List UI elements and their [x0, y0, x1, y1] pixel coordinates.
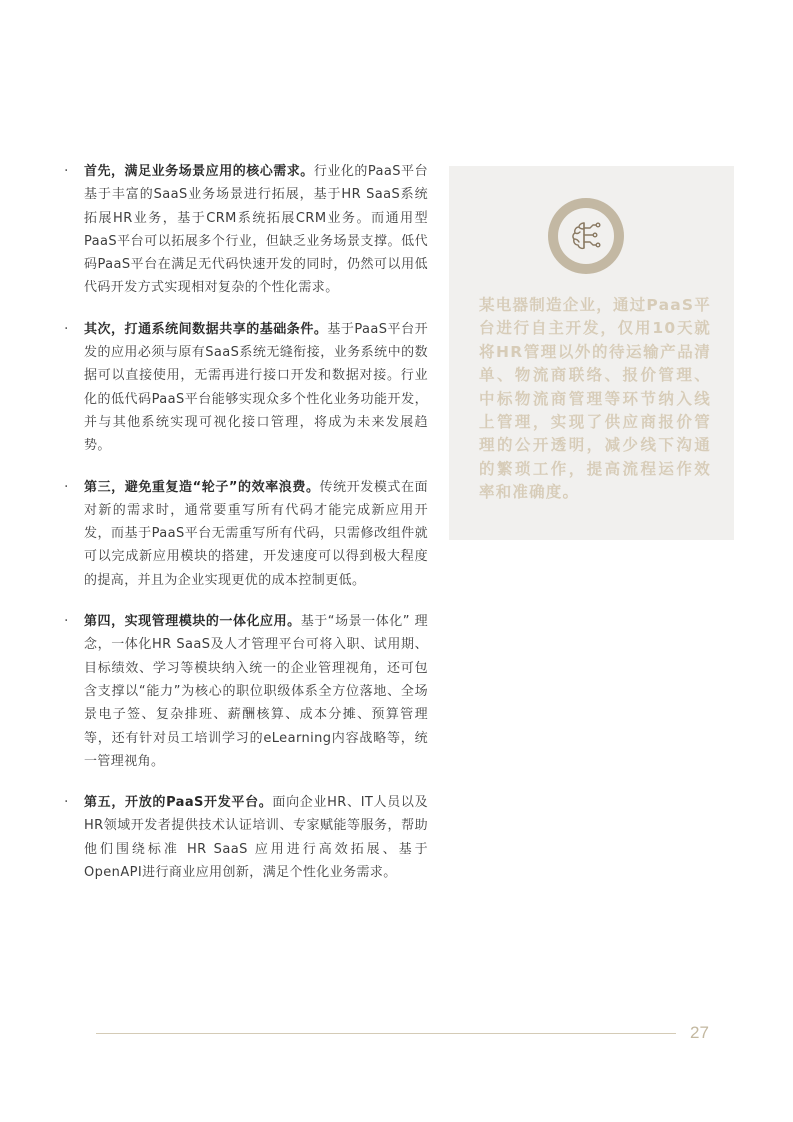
bullet-dot: ·: [64, 320, 69, 337]
bullet-paragraph: [84, 318, 428, 458]
bullet-item: [62, 318, 428, 458]
footer-divider: [96, 1033, 676, 1034]
bullet-paragraph: [84, 791, 428, 884]
bullet-item: [62, 160, 428, 300]
bullet-text: 基于“场景一体化” 理念，一体化HR SaaS及人才管理平台可将入职、试用期、目标绩效、学习等模块纳入统一的企业管理视角，还可包含支撑以“能力”为核心的职位职级体系全方位落地、全场景电子签、复杂排班、薪酬核算、成本分摊、预算管理等，还有针对员工培训学习的eLearning内容战略等，统一管理视角。: [84, 614, 428, 769]
bullet-paragraph: [84, 610, 428, 773]
bullet-text: 传统开发模式在面对新的需求时，通常要重写所有代码才能完成新应用开发，而基于PaaS平台无需重写所有代码，只需修改组件就可以完成新应用模块的搭建，开发速度可以得到极大程度的提高，并且为企业实现更优的成本控制更低。: [84, 479, 428, 588]
case-study-box: [449, 166, 734, 540]
brain-circuit-icon: [548, 198, 624, 274]
bullet-paragraph: [84, 160, 428, 300]
bullet-lead: 其次，打通系统间数据共享的基础条件。: [84, 321, 328, 337]
bullet-text: 行业化的PaaS平台基于丰富的SaaS业务场景进行拓展，基于HR SaaS系统拓展HR业务，基于CRM系统拓展CRM业务。而通用型PaaS平台可以拓展多个行业，但缺乏业务场景支撑。低代码PaaS平台在满足无代码快速开发的同时，仍然可以用低代码开发方式实现相对复杂的个性化需求。: [84, 164, 428, 296]
bullet-dot: ·: [64, 478, 69, 495]
bullet-item: [62, 476, 428, 592]
bullet-dot: ·: [64, 163, 69, 179]
bullet-text: 面向企业HR、IT人员以及HR领域开发者提供技术认证培训、专家赋能等服务，帮助他们围绕标准 HR SaaS 应用进行高效拓展、基于OpenAPI进行商业应用创新，满足个性化业务需求。: [84, 795, 428, 881]
bullet-lead: 第五，开放的PaaS开发平台。: [84, 795, 273, 811]
case-study-text: 某电器制造企业，通过PaaS平台进行自主开发，仅用10天就将HR管理以外的待运输产品清单、物流商联络、报价管理、中标物流商管理等环节纳入线上管理，实现了供应商报价管理的公开透明，减少线下沟通的繁琐工作，提高流程运作效率和准确度。: [479, 296, 711, 502]
bullet-dot: ·: [64, 794, 69, 811]
bullet-item: [62, 791, 428, 884]
bullet-dot: ·: [64, 613, 69, 630]
bullet-lead: 第三，避免重复造“轮子”的效率浪费。: [84, 479, 320, 495]
bullet-item: [62, 610, 428, 773]
bullet-text: 基于PaaS平台开发的应用必须与原有SaaS系统无缝衔接，业务系统中的数据可以直接使用，无需再进行接口开发和数据对接。行业化的低代码PaaS平台能够实现众多个性化业务功能开发，并与其他系统实现可视化接口管理，将成为未来发展趋势。: [84, 321, 428, 454]
bullet-lead: 第四，实现管理模块的一体化应用。: [84, 614, 301, 630]
page-number: 27: [690, 1023, 709, 1042]
bullet-list: [62, 160, 428, 902]
bullet-lead: 首先，满足业务场景应用的核心需求。: [84, 164, 314, 179]
bullet-paragraph: [84, 476, 428, 592]
